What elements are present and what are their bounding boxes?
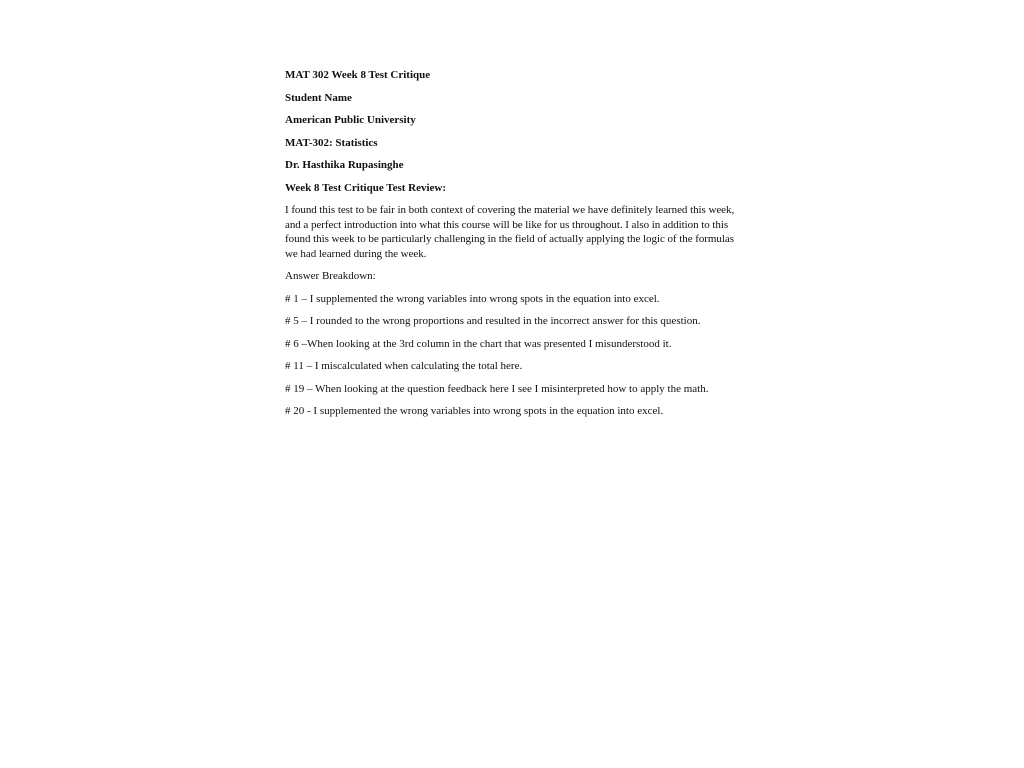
breakdown-item: # 20 - I supplemented the wrong variables into wrong spots in the equation into excel. [285, 405, 664, 417]
university-name: American Public University [285, 114, 416, 126]
document-page [285, 68, 745, 427]
breakdown-item: # 1 – I supplemented the wrong variables into wrong spots in the equation into excel. [285, 292, 660, 305]
breakdown-item: # 19 – When looking at the question feedback here I see I misinterpreted how to apply the math. [285, 382, 709, 395]
course-name: MAT-302: Statistics [285, 136, 378, 149]
section-heading: Week 8 Test Critique Test Review: [285, 181, 447, 194]
instructor-name: Dr. Hasthika Rupasinghe [285, 159, 404, 171]
breakdown-item: # 6 –When looking at the 3rd column in the chart that was presented I misunderstood it. [285, 337, 672, 350]
breakdown-item: # 5 – I rounded to the wrong proportions and resulted in the incorrect answer for this question. [285, 315, 701, 327]
review-paragraph: I found this test to be fair in both context of covering the material we have definitely learned this week, and a perfect introduction into what this course will be like for us throughout. I also in addition to this found this week to be particularly challenging in the field of actually applying the logic of the formulas we had learned during the week. [285, 204, 735, 260]
breakdown-list [285, 292, 745, 419]
breakdown-label: Answer Breakdown: [285, 270, 376, 282]
document-title: MAT 302 Week 8 Test Critique [285, 69, 431, 81]
student-name: Student Name [285, 91, 352, 104]
breakdown-item: # 11 – I miscalculated when calculating the total here. [285, 360, 523, 372]
